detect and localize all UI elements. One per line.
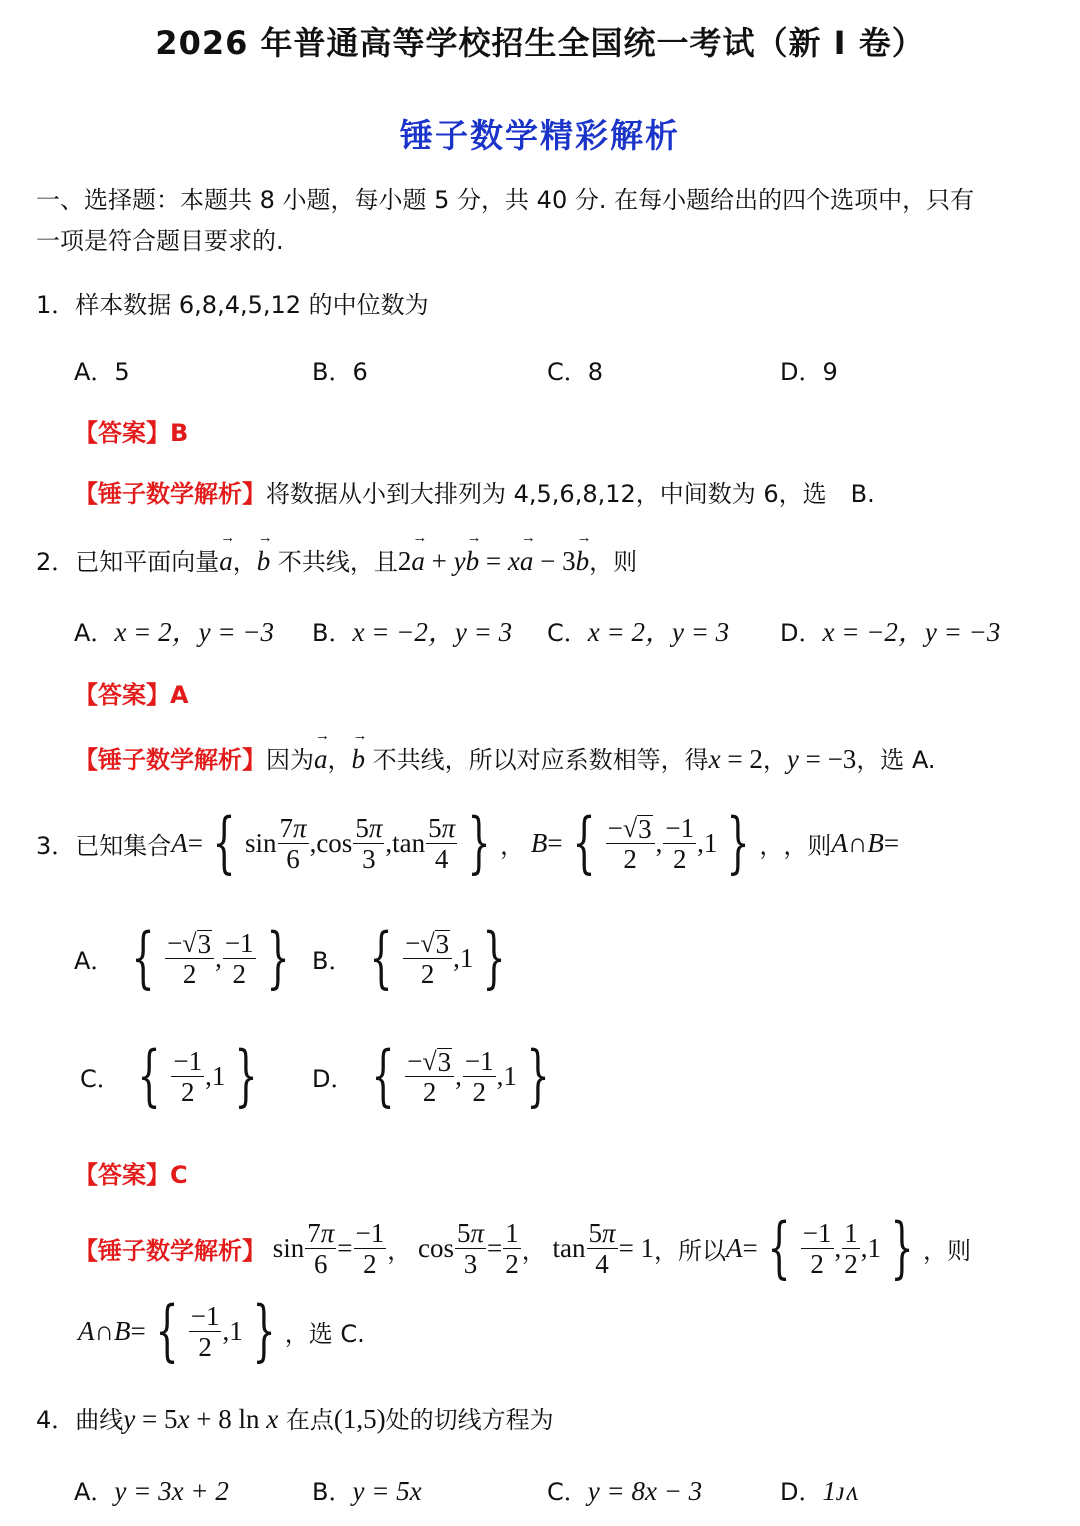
q4-option-c: C．y = 8x − 3 bbox=[547, 1476, 703, 1506]
page-subtitle: 锤子数学精彩解析 bbox=[400, 116, 680, 155]
q1-option-d: D．9 bbox=[780, 358, 838, 386]
page-title: 2026 年普通高等学校招生全国统一考试（新 I 卷） bbox=[155, 24, 925, 62]
q4-option-d: D．1ᴊʌ bbox=[780, 1476, 859, 1506]
q3-option-b: B． { − √ 3 2 ,1 } bbox=[312, 919, 506, 996]
analysis-tag: 【锤子数学解析】 bbox=[74, 480, 266, 508]
q3-option-a: A． { − √ 3 2 , −1 2 } bbox=[74, 919, 290, 996]
q1-option-c: C．8 bbox=[547, 358, 604, 386]
q3-answer: 【答案】C bbox=[74, 1161, 188, 1189]
q1-analysis bbox=[74, 474, 875, 509]
q1-answer bbox=[74, 413, 188, 448]
q2-answer: 【答案】A bbox=[74, 681, 189, 709]
q4-option-a: A．y = 3x + 2 bbox=[74, 1476, 229, 1506]
q2-option-c: C．x = 2，y = 3 bbox=[547, 617, 730, 647]
section-intro-line2: 一项是符合题目要求的. bbox=[36, 227, 284, 255]
q3-option-d: D． { − √ 3 2 , −1 2 ,1 } bbox=[312, 1037, 550, 1114]
question-1: 1．样本数据 6,8,4,5,12 的中位数为 bbox=[36, 291, 429, 319]
question-3: 3．已知集合 A = { sin 7π 6 ,cos 5π 3 ,tan 5π 4 } ， B = { − √ 3 2 , −1 2 ,1 } ， ，则 A ∩ B = bbox=[36, 804, 900, 881]
analysis-text: 将数据从小到大排列为 4,5,6,8,12，中间数为 6，选 B. bbox=[266, 480, 875, 508]
q2-option-a: A．x = 2，y = −3 bbox=[74, 617, 275, 647]
q2-analysis: 【锤子数学解析】因为→ a，→ b 不共线，所以对应系数相等，得x = 2，y = −3，选 A. bbox=[74, 740, 936, 775]
q1-option-a: A．5 bbox=[74, 358, 130, 386]
q3-analysis: 【锤子数学解析】 sin $\frac{7\pi}{6}$ = $\frac{-1}{2}$ ， cos $\frac{5\pi}{3}$ = $\frac{1}{2}$ ， tan $\frac{5\pi}{4}$ = 1 ，所以 A = { −1 2 , 1 2 ,1 } ，则 bbox=[74, 1209, 972, 1286]
q4-option-b: B．y = 5x bbox=[312, 1476, 422, 1506]
q3-analysis-line2: A ∩ B = { −1 2 ,1 } ，选 C. bbox=[78, 1292, 365, 1369]
answer-tag: 【答案】 bbox=[74, 419, 170, 447]
q1-option-b: B．6 bbox=[312, 358, 368, 386]
section-intro-line1: 一、选择题：本题共 8 小题，每小题 5 分，共 40 分. 在每小题给出的四个选项中，只有 bbox=[36, 186, 975, 214]
question-2: 2．已知平面向量→ a，→ b 不共线，且2→ a + y→ b = x→ a − 3→ b，则 bbox=[36, 542, 637, 577]
q3-option-c: C． { −1 2 ,1 } bbox=[80, 1037, 258, 1114]
question-4: 4．曲线y = 5x + 8 ln x 在点(1,5)处的切线方程为 bbox=[36, 1404, 554, 1434]
q2-option-d: D．x = −2，y = −3 bbox=[780, 617, 1001, 647]
q2-option-b: B．x = −2，y = 3 bbox=[312, 617, 513, 647]
answer-value: B bbox=[170, 419, 189, 447]
